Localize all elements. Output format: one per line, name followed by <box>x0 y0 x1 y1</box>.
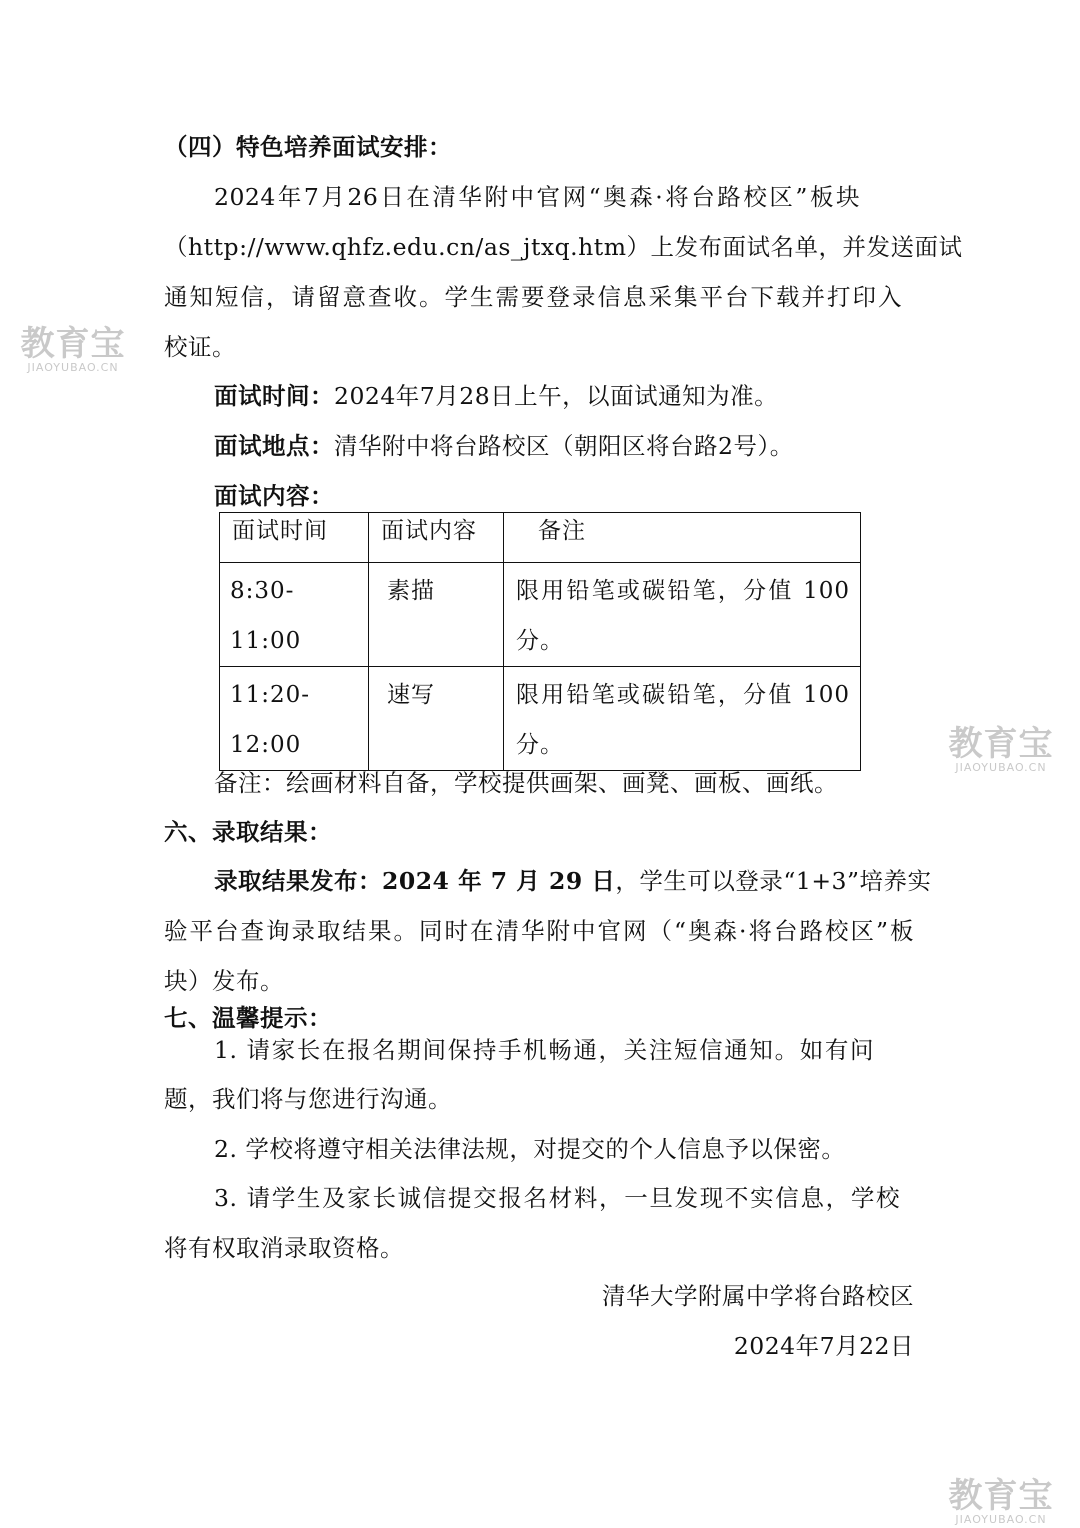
paragraph-line: 块）发布。 <box>164 967 284 995</box>
tip-line: 2. 学校将遵守相关法律法规，对提交的个人信息予以保密。 <box>214 1135 846 1163</box>
interview-time <box>214 381 778 411</box>
paragraph-line: 验平台查询录取结果。同时在清华附中官网（“奥森·将台路校区”板 <box>164 917 914 945</box>
watermark-logo <box>14 326 132 374</box>
table-cell-time: 8:30-11:00 <box>220 563 369 667</box>
table-row <box>220 563 861 667</box>
watermark-text: 教育宝 <box>948 724 1054 764</box>
table-note: 备注：绘画材料自备，学校提供画架、画凳、画板、画纸。 <box>214 769 838 797</box>
interview-place <box>214 431 794 461</box>
note-line: 限用铅笔或碳铅笔，分值 100 <box>516 682 850 708</box>
interview-content-label: 面试内容： <box>214 482 334 510</box>
note-line: 分。 <box>516 628 564 654</box>
paragraph-line: 校证。 <box>164 333 236 361</box>
table-cell-subject: 速写 <box>369 667 504 771</box>
watermark-text: 教育宝 <box>20 324 126 364</box>
result-line <box>214 866 932 896</box>
section-6-heading: 六、录取结果： <box>164 818 332 846</box>
table-cell-time: 11:20-12:00 <box>220 667 369 771</box>
interview-table <box>219 512 861 771</box>
table-cell-subject: 素描 <box>369 563 504 667</box>
watermark-logo <box>942 726 1060 774</box>
watermark-text: 教育宝 <box>948 1476 1054 1516</box>
interview-place-value: 清华附中将台路校区（朝阳区将台路2号）。 <box>334 432 794 460</box>
interview-place-label: 面试地点： <box>214 432 334 460</box>
note-line: 分。 <box>516 732 564 758</box>
signature-org: 清华大学附属中学将台路校区 <box>602 1282 914 1310</box>
signature-date: 2024年7月22日 <box>733 1332 914 1360</box>
table-row <box>220 667 861 771</box>
watermark-subtext: JIAOYUBAO.CN <box>27 361 119 374</box>
section-4-heading: （四）特色培养面试安排： <box>164 133 452 161</box>
watermark-subtext: JIAOYUBAO.CN <box>955 1513 1047 1526</box>
paragraph-line: 2024年7月26日在清华附中官网“奥森·将台路校区”板块 <box>214 183 860 211</box>
result-date-bold: 录取结果发布：2024 年 7 月 29 日 <box>214 867 616 895</box>
watermark-logo <box>942 1478 1060 1526</box>
tip-line: 1. 请家长在报名期间保持手机畅通，关注短信通知。如有问 <box>214 1036 874 1064</box>
table-cell-note <box>504 667 861 771</box>
section-7-heading: 七、温馨提示： <box>164 1004 332 1032</box>
tip-line: 将有权取消录取资格。 <box>164 1234 404 1262</box>
tip-line: 3. 请学生及家长诚信提交报名材料，一旦发现不实信息，学校 <box>214 1184 900 1212</box>
table-header-cell: 备注 <box>504 513 861 563</box>
result-line-rest: ，学生可以登录“1+3”培养实 <box>615 867 932 895</box>
interview-time-value: 2024年7月28日上午，以面试通知为准。 <box>334 382 779 410</box>
interview-time-label: 面试时间： <box>214 382 334 410</box>
paragraph-line: 通知短信，请留意查收。学生需要登录信息采集平台下载并打印入 <box>164 283 902 311</box>
table-header-cell: 面试时间 <box>220 513 369 563</box>
paragraph-line: （http://www.qhfz.edu.cn/as_jtxq.htm）上发布面试名单，并发送面试 <box>164 233 963 261</box>
table-header-cell: 面试内容 <box>369 513 504 563</box>
table-header-row <box>220 513 861 563</box>
watermark-subtext: JIAOYUBAO.CN <box>955 761 1047 774</box>
note-line: 限用铅笔或碳铅笔，分值 100 <box>516 578 850 604</box>
tip-line: 题，我们将与您进行沟通。 <box>164 1085 452 1113</box>
table-cell-note <box>504 563 861 667</box>
